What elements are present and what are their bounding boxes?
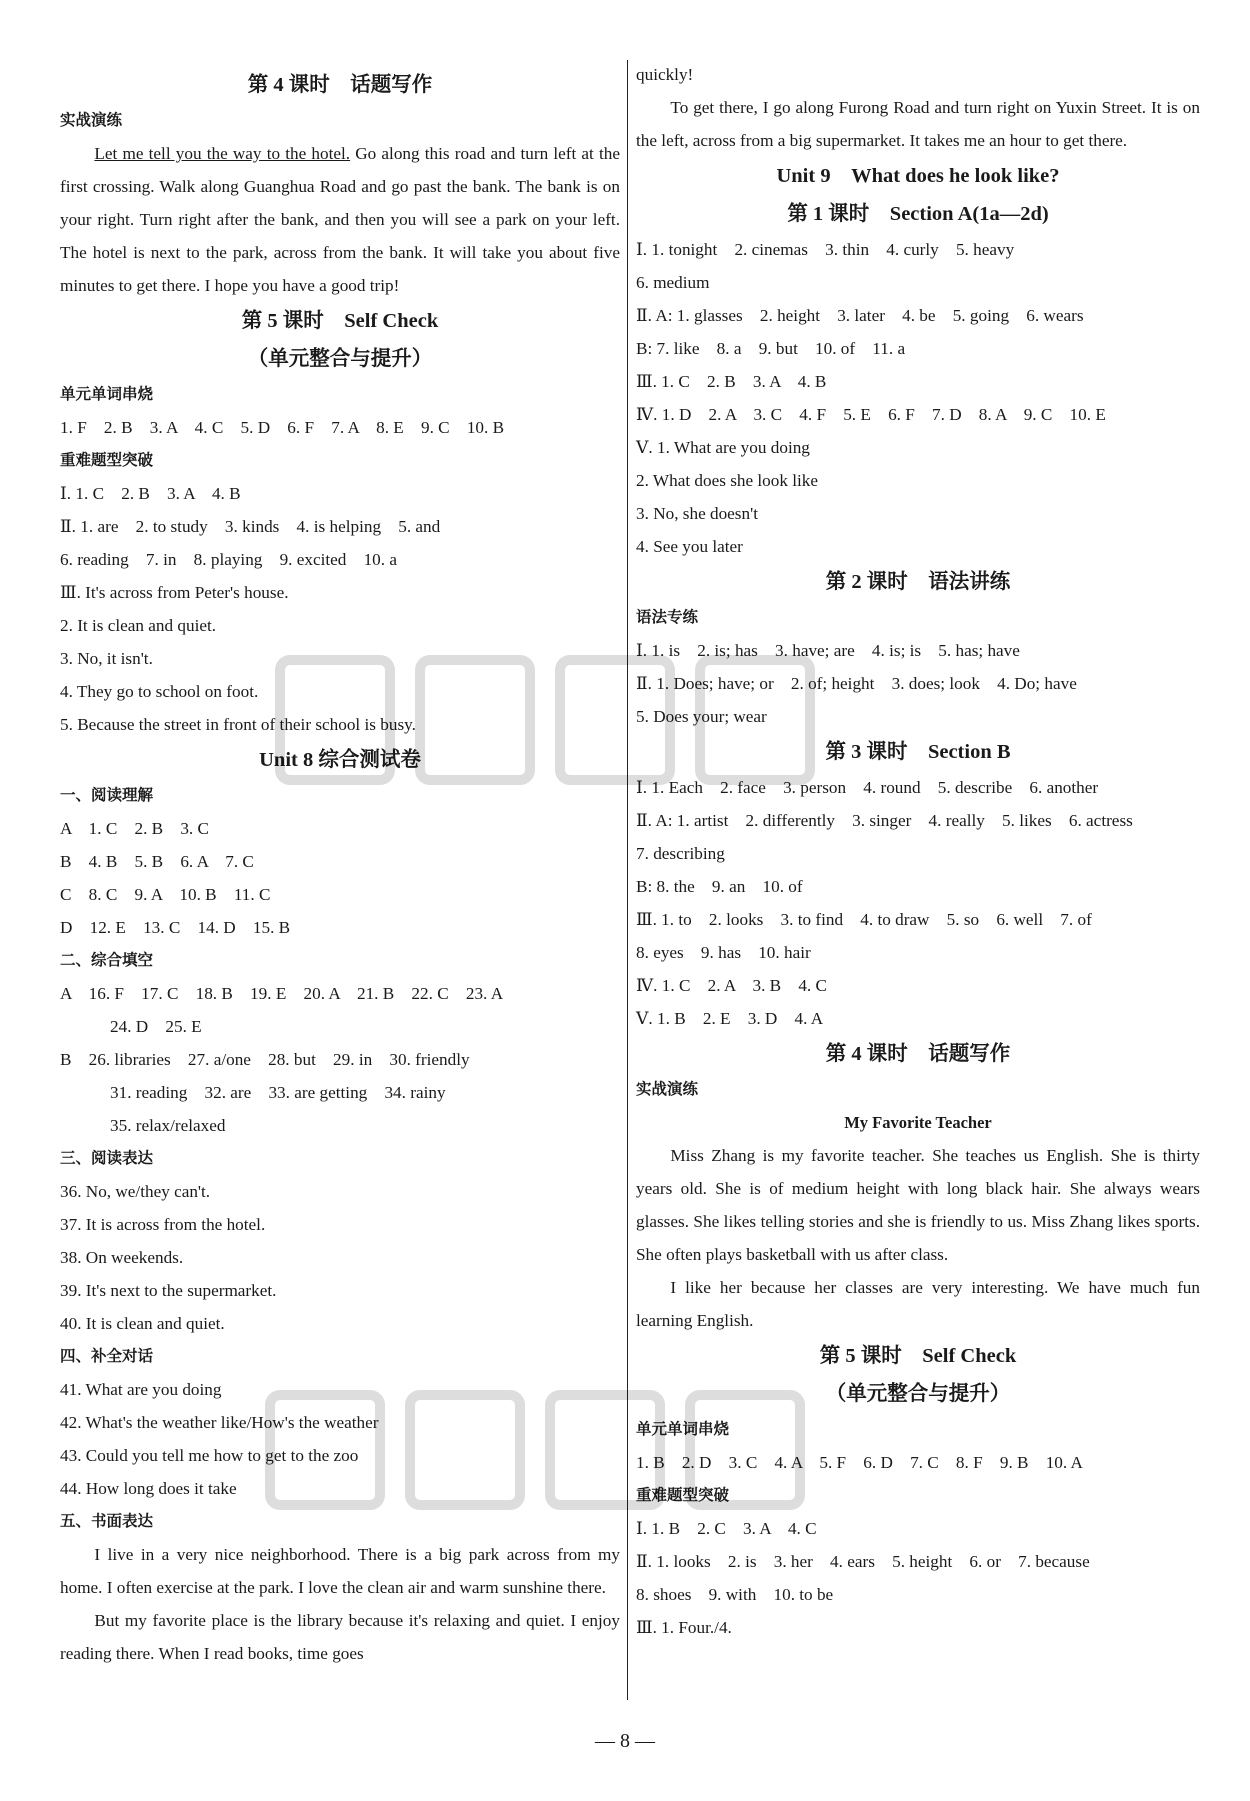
unit9-title: Unit 9 What does he look like? xyxy=(776,165,1060,187)
answer-line: 39. It's next to the supermarket. xyxy=(60,1281,277,1300)
vocab-answers: 1. B 2. D 3. C 4. A 5. F 6. D 7. C 8. F 9. B 10. A xyxy=(636,1453,1083,1472)
answer-line: Ⅱ. A: 1. glasses 2. height 3. later 4. be 5. going 6. wears xyxy=(636,306,1084,325)
key-types-label: 重难题型突破 xyxy=(636,1486,730,1504)
essay-paragraph: I live in a very nice neighborhood. There is a big park across from my home. I often exercise at the park. I love the clean air and warm sunshine there. xyxy=(60,1545,620,1597)
answer-line: Ⅲ. 1. Four./4. xyxy=(636,1618,732,1637)
left-column xyxy=(60,66,620,1670)
answer-line: B: 7. like 8. a 9. but 10. of 11. a xyxy=(636,339,906,358)
answer-line: 37. It is across from the hotel. xyxy=(60,1215,266,1234)
practice-label: 实战演练 xyxy=(636,1080,699,1098)
essay-paragraph: Miss Zhang is my favorite teacher. She teaches us English. She is thirty years old. She is of medium height with long black hair. She always wears glasses. She likes telling stories and she is friendly to us. Miss Zhang likes sports. She often plays basketball with us after class. xyxy=(636,1146,1200,1264)
answer-line: C 8. C 9. A 10. B 11. C xyxy=(60,885,271,904)
lesson3-title: 第 3 课时 Section B xyxy=(825,741,1011,763)
answer-line: 4. They go to school on foot. xyxy=(60,682,259,701)
self-check-title: 第 5 课时 Self Check xyxy=(241,310,439,332)
answer-line: 3. No, it isn't. xyxy=(60,649,153,668)
essay-paragraph: To get there, I go along Furong Road and turn right on Yuxin Street. It is on the left, across from a big supermarket. It takes me an hour to get there. xyxy=(636,98,1200,150)
lesson5-subtitle: （单元整合与提升） xyxy=(825,1383,1011,1405)
neighborhood-essay xyxy=(60,1538,620,1670)
answer-line: Ⅱ. 1. Does; have; or 2. of; height 3. does; look 4. Do; have xyxy=(636,674,1077,693)
writing-label: 五、书面表达 xyxy=(60,1512,154,1530)
key-types-label: 重难题型突破 xyxy=(60,451,154,469)
directions-lead: Let me tell you the way to the hotel. xyxy=(94,144,351,163)
lesson2-title: 第 2 课时 语法讲练 xyxy=(825,571,1011,593)
answer-line: 5. Does your; wear xyxy=(636,707,767,726)
lesson1-title: 第 1 课时 Section A(1a—2d) xyxy=(787,203,1049,225)
directions-rest: Go along this road and turn left at the first crossing. Walk along Guanghua Road and go past the bank. The bank is on your right. Turn right after the bank, and then you will see a park on your left. The hotel is next to the park, across from the bank. It will take you about five minutes to get there. I hope you have a good trip! xyxy=(60,144,620,295)
answer-line: B 4. B 5. B 6. A 7. C xyxy=(60,852,254,871)
answer-line: 43. Could you tell me how to get to the zoo xyxy=(60,1446,359,1465)
column-divider xyxy=(627,60,628,1700)
answer-line: Ⅰ. 1. B 2. C 3. A 4. C xyxy=(636,1519,817,1538)
answer-line: 44. How long does it take xyxy=(60,1479,237,1498)
answer-line: Ⅲ. 1. to 2. looks 3. to find 4. to draw 5. so 6. well 7. of xyxy=(636,910,1092,929)
vocab-label: 单元单词串烧 xyxy=(60,385,154,403)
practice-label: 实战演练 xyxy=(60,111,123,129)
essay-paragraph: quickly! xyxy=(636,65,694,84)
answer-line: Ⅳ. 1. D 2. A 3. C 4. F 5. E 6. F 7. D 8. A 9. C 10. E xyxy=(636,405,1106,424)
answer-line: Ⅰ. 1. C 2. B 3. A 4. B xyxy=(60,484,241,503)
right-column xyxy=(636,58,1200,1644)
topic-writing-title: 第 4 课时 话题写作 xyxy=(247,74,433,96)
grammar-label: 语法专练 xyxy=(636,608,699,626)
answer-line: 40. It is clean and quiet. xyxy=(60,1314,225,1333)
lesson4-title: 第 4 课时 话题写作 xyxy=(825,1043,1011,1065)
answer-line: Ⅰ. 1. tonight 2. cinemas 3. thin 4. curly 5. heavy xyxy=(636,240,1015,259)
answer-line: B 26. libraries 27. a/one 28. but 29. in 30. friendly xyxy=(60,1050,470,1069)
answer-line: 5. Because the street in front of their school is busy. xyxy=(60,715,416,734)
teacher-essay xyxy=(636,1139,1200,1337)
answer-line: 7. describing xyxy=(636,844,725,863)
answer-line: Ⅰ. 1. Each 2. face 3. person 4. round 5. describe 6. another xyxy=(636,778,1099,797)
answer-line: Ⅲ. It's across from Peter's house. xyxy=(60,583,289,602)
essay-paragraph: But my favorite place is the library because it's relaxing and quiet. I enjoy reading there. When I read books, time goes xyxy=(60,1611,620,1663)
answer-line: 24. D 25. E xyxy=(110,1017,202,1036)
directions-essay xyxy=(60,137,620,302)
vocab-answers: 1. F 2. B 3. A 4. C 5. D 6. F 7. A 8. E 9. C 10. B xyxy=(60,418,505,437)
answer-line: 8. eyes 9. has 10. hair xyxy=(636,943,811,962)
answer-line: Ⅴ. 1. What are you doing xyxy=(636,438,810,457)
page-number: — 8 — xyxy=(595,1730,655,1752)
answer-line: 2. What does she look like xyxy=(636,471,819,490)
unit8-test-title: Unit 8 综合测试卷 xyxy=(259,749,421,771)
neighborhood-essay-continued xyxy=(636,58,1200,157)
cloze-label: 二、综合填空 xyxy=(60,951,154,969)
answer-line: A 1. C 2. B 3. C xyxy=(60,819,209,838)
answer-line: Ⅱ. 1. looks 2. is 3. her 4. ears 5. height 6. or 7. because xyxy=(636,1552,1090,1571)
answer-line: 4. See you later xyxy=(636,537,743,556)
answer-line: 41. What are you doing xyxy=(60,1380,222,1399)
answer-line: 3. No, she doesn't xyxy=(636,504,758,523)
answer-line: 8. shoes 9. with 10. to be xyxy=(636,1585,834,1604)
expression-label: 三、阅读表达 xyxy=(60,1149,154,1167)
answer-line: D 12. E 13. C 14. D 15. B xyxy=(60,918,291,937)
answer-line: Ⅴ. 1. B 2. E 3. D 4. A xyxy=(636,1009,824,1028)
answer-line: 2. It is clean and quiet. xyxy=(60,616,217,635)
answer-line: Ⅳ. 1. C 2. A 3. B 4. C xyxy=(636,976,827,995)
essay-title: My Favorite Teacher xyxy=(844,1113,992,1132)
essay-paragraph: I like her because her classes are very interesting. We have much fun learning English. xyxy=(636,1278,1200,1330)
lesson5-title: 第 5 课时 Self Check xyxy=(819,1345,1017,1367)
answer-line: 36. No, we/they can't. xyxy=(60,1182,211,1201)
dialog-label: 四、补全对话 xyxy=(60,1347,154,1365)
answer-line: 38. On weekends. xyxy=(60,1248,184,1267)
answer-line: 6. reading 7. in 8. playing 9. excited 10. a xyxy=(60,550,397,569)
answer-line: Ⅲ. 1. C 2. B 3. A 4. B xyxy=(636,372,827,391)
self-check-subtitle: （单元整合与提升） xyxy=(247,348,433,370)
answer-line: Ⅱ. A: 1. artist 2. differently 3. singer 4. really 5. likes 6. actress xyxy=(636,811,1133,830)
answer-line: 31. reading 32. are 33. are getting 34. rainy xyxy=(110,1083,446,1102)
answer-line: B: 8. the 9. an 10. of xyxy=(636,877,803,896)
answer-line: Ⅰ. 1. is 2. is; has 3. have; are 4. is; is 5. has; have xyxy=(636,641,1020,660)
answer-line: Ⅱ. 1. are 2. to study 3. kinds 4. is helping 5. and xyxy=(60,517,441,536)
answer-line: 42. What's the weather like/How's the weather xyxy=(60,1413,379,1432)
answer-line: A 16. F 17. C 18. B 19. E 20. A 21. B 22. C 23. A xyxy=(60,984,504,1003)
vocab-label: 单元单词串烧 xyxy=(636,1420,730,1438)
answer-line: 35. relax/relaxed xyxy=(110,1116,226,1135)
answer-line: 6. medium xyxy=(636,273,710,292)
reading-label: 一、阅读理解 xyxy=(60,786,154,804)
